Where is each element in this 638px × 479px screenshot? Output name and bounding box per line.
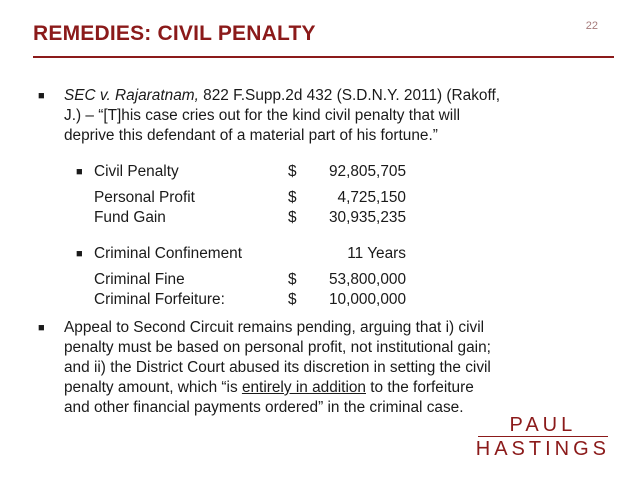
civil-penalty-header-row [76,162,406,182]
civil-penalty-currency: $ [288,163,297,180]
appeal-underlined-phrase: entirely in addition [241,379,366,396]
criminal-row [76,290,406,310]
appeal-line-3: and ii) the District Court abused its discretion in setting the civil [64,359,491,376]
case-citation: 822 F.Supp.2d 432 (S.D.N.Y. 2011) (Rakoff, [198,87,501,104]
appeal-line-2: penalty must be based on personal profit, not institutional gain; [64,339,491,356]
case-line-1 [64,86,558,106]
square-bullet-icon: ■ [76,166,83,178]
square-bullet-icon: ■ [38,90,45,102]
civil-row-label: Personal Profit [94,189,195,206]
criminal-row [76,270,406,290]
criminal-confinement-amount: 11 Years [347,245,406,262]
criminal-row-amount: 10,000,000 [328,291,406,308]
civil-row-currency: $ [288,209,297,226]
slide-title: REMEDIES: CIVIL PENALTY [33,22,316,45]
case-line-2: J.) – “[T]his case cries out for the kind civil penalty that will [64,107,461,124]
paul-hastings-logo [476,414,610,461]
appeal-line-4-pre: penalty amount, which “is [64,379,242,396]
case-name: SEC v. Rajaratnam, [64,87,199,104]
criminal-row-label: Criminal Forfeiture: [94,291,225,308]
square-bullet-icon: ■ [76,248,83,260]
civil-row-amount: 4,725,150 [337,189,406,206]
title-divider [33,56,614,58]
civil-row [76,208,406,228]
criminal-row-currency: $ [288,291,297,308]
case-line-3: deprive this defendant of a material part of his fortune.” [64,127,438,144]
criminal-row-currency: $ [288,271,297,288]
criminal-row-label: Criminal Fine [94,271,185,288]
civil-row [76,188,406,208]
bullet-appeal [38,318,568,418]
appeal-line-5: and other financial payments ordered” in the criminal case. [64,399,464,416]
civil-row-currency: $ [288,189,297,206]
civil-row-amount: 30,935,235 [328,209,406,226]
appeal-line-1: Appeal to Second Circuit remains pending, arguing that i) civil [64,319,485,336]
appeal-line-4 [64,378,568,398]
criminal-row-amount: 53,800,000 [328,271,406,288]
appeal-line-4-post: to the forfeiture [366,379,474,396]
bullet-case-citation [38,86,558,146]
square-bullet-icon: ■ [38,322,45,334]
criminal-confinement-label: Criminal Confinement [94,245,242,262]
criminal-header-row [76,244,406,264]
civil-penalty-block [76,162,406,228]
logo-line-2: HASTINGS [475,438,610,460]
civil-row-label: Fund Gain [94,209,166,226]
civil-penalty-amount: 92,805,705 [328,163,406,180]
page-number: 22 [585,20,598,32]
criminal-block [76,244,406,310]
logo-line-1: PAUL [509,414,577,436]
civil-penalty-label: Civil Penalty [94,163,179,180]
